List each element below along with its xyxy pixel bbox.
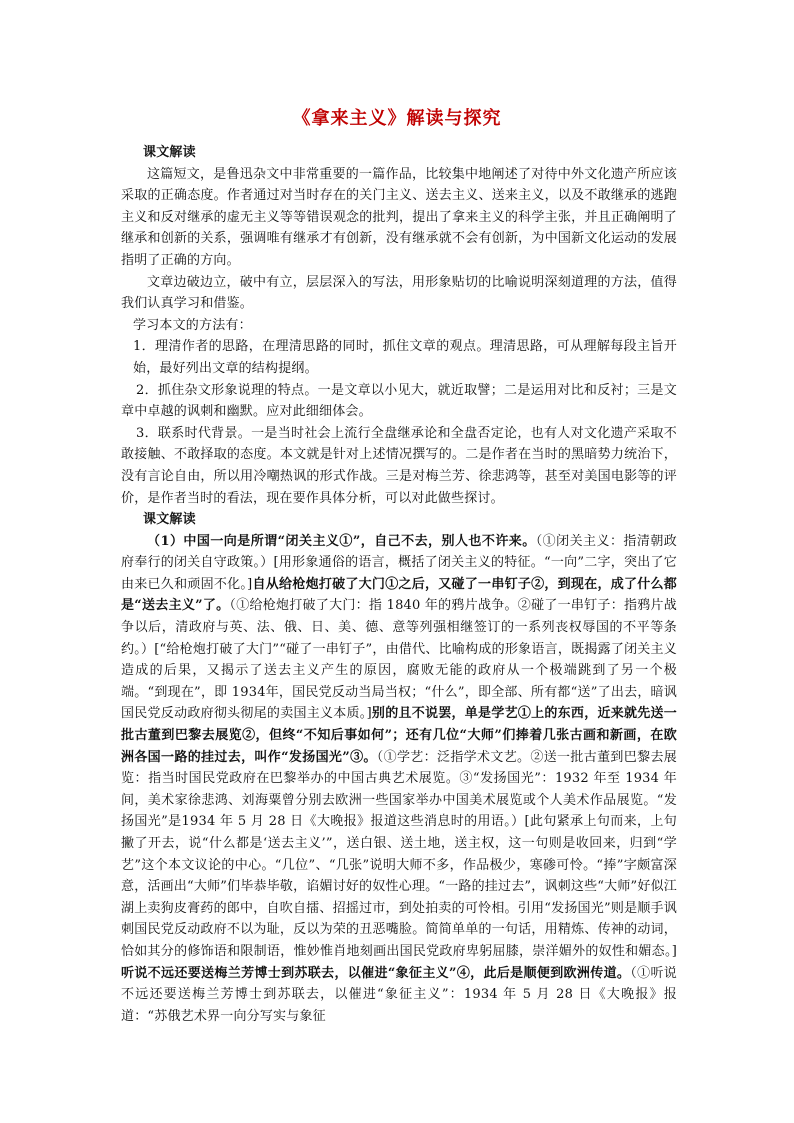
note-3: （①学艺：泛指学术文艺。②送一批古董到巴黎去展览：指当时国民党政府在巴黎举办的中国古典艺术展览。③“发扬国光”：1932 年至 1934 年间，美术家徐悲鸿、刘海粟曾分别去欧洲一些国家举办中国美术展览或个人美术作品展览。“发扬国光”是1934 年 5 月 28 日《大晚报》报道这些消息时的用语。）[此句紧承上句而来，上句撇了开去，说“什么都是‘送去主义’”，送白银、送土地，送主权，这一句则是收回来，归到“学艺”这个本文议论的中心。“几位”、“几张”说明大师不多，作品极少，寒碜可怜。“捧”字颇富深意，活画出“大师”们毕恭毕敬，谄媚讨好的奴性心理。“一路的挂过去”，讽刺这些“大师”好似江湖上卖狗皮膏药的郎中，自吹自擂、招摇过市，到处拍卖的可怜相。引用“发扬国光”则是顺手讽刺国民党反动政府不以为耻，反以为荣的丑恶嘴脸。简简单单的一句话，用精炼、传神的动词，恰如其分的修饰语和限制语，惟妙惟肖地刻画出国民党政府卑躬屈膝，崇洋媚外的奴性和媚态。] [121,749,677,959]
document-title: 《拿来主义》解读与探究 [292,108,502,129]
method-item-3: 3．联系时代背景。一是当时社会上流行全盘继承论和全盘否定论，也有人对文化遗产采取不敢接触、不敢择取的态度。本文就是针对上述情况撰写的。二是作者在当时的黑暗势力统治下，没有言论自由，所以用冷嘲热讽的形式作战。三是对梅兰芳、徐悲鸿等，甚至对美国电影等的评价，是作者当时的看法，现在要作具体分析，可以对此做些探讨。 [121,425,677,506]
methods-lead: 学习本文的方法有： [133,317,252,333]
document-body [121,142,677,1027]
quote-1: （1）中国一向是所谓“闭关主义①”，自己不去，别人也不许来。 [147,533,536,549]
method-paragraph: 文章边破边立，破中有立，层层深入的写法，用形象贴切的比喻说明深刻道理的方法，值得我们认真学习和借鉴。 [121,274,677,312]
quote-4: 听说不远还要送梅兰芳博士到苏联去，以催进“象征主义”④，此后是顺便到欧洲传道。 [121,965,631,981]
section-heading-2: 课文解读 [143,512,196,528]
note-1: （①闭关主义：指清朝政府奉行的闭关自守政策。）[用形象通俗的语言，概括了闭关主义的特征。“一向”二字，突出了它由来已久和顽固不化。] [121,533,677,592]
section-heading-1: 课文解读 [143,145,196,160]
quote-3: 别的且不说罢，单是学艺①上的东西，近来就先送一批古董到巴黎去展览②，但终“不知后事如何”；还有几位“大师”们捧着几张古画和新画，在欧洲各国一路的挂过去，叫作“发扬国光”③。 [121,706,677,765]
method-item-2: 2．抓住杂文形象说理的特点。一是文章以小见大，就近取譬；二是运用对比和反衬；三是文章中卓越的讽刺和幽默。应对此细细体会。 [121,382,677,420]
note-2: （①给枪炮打破了大门：指 1840 年的鸦片战争。②碰了一串钉子：指鸦片战争以后，清政府与英、法、俄、日、美、德、意等列强相继签订的一系列丧权辱国的不平等条约。）[“给枪炮打破了大门”“碰了一串钉子”，由借代、比喻构成的形象语言，既揭露了闭关主义造成的后果，又揭示了送去主义产生的原因，腐败无能的政府从一个极端跳到了另一个极端。“到现在”，即 1934年，国民党反动当局当权；“什么”，即全部、所有都“送”了出去，暗讽国民党反动政府彻头彻尾的卖国主义本质。] [121,598,678,722]
annotated-paragraph [121,531,677,1028]
intro-paragraph: 这篇短文，是鲁迅杂文中非常重要的一篇作品，比较集中地阐述了对待中外文化遗产所应该采取的正确态度。作者通过对当时存在的关门主义、送去主义、送来主义，以及不敢继承的逃跑主义和反对继承的虚无主义等等错误观念的批判，提出了拿来主义的科学主张，并且正确阐明了继承和创新的关系，强调唯有继承才有创新，没有继承就不会有创新，为中国新文化运动的发展指明了正确的方向。 [121,166,677,268]
note-4: （①听说不远还要送梅兰芳博士到苏联去，以催进“象征主义”：1934 年 5 月 28 日《大晚报》报道：“苏俄艺术界一向分写实与象征 [121,965,677,1024]
quote-2: 自从给枪炮打破了大门①之后，又碰了一串钉子②，到现在，成了什么都是“送去主义”了。 [121,576,677,614]
method-item-1: 1．理清作者的思路，在理清思路的同时，抓住文章的观点。理清思路，可从理解每段主旨开始，最好列出文章的结构提纲。 [133,339,677,376]
